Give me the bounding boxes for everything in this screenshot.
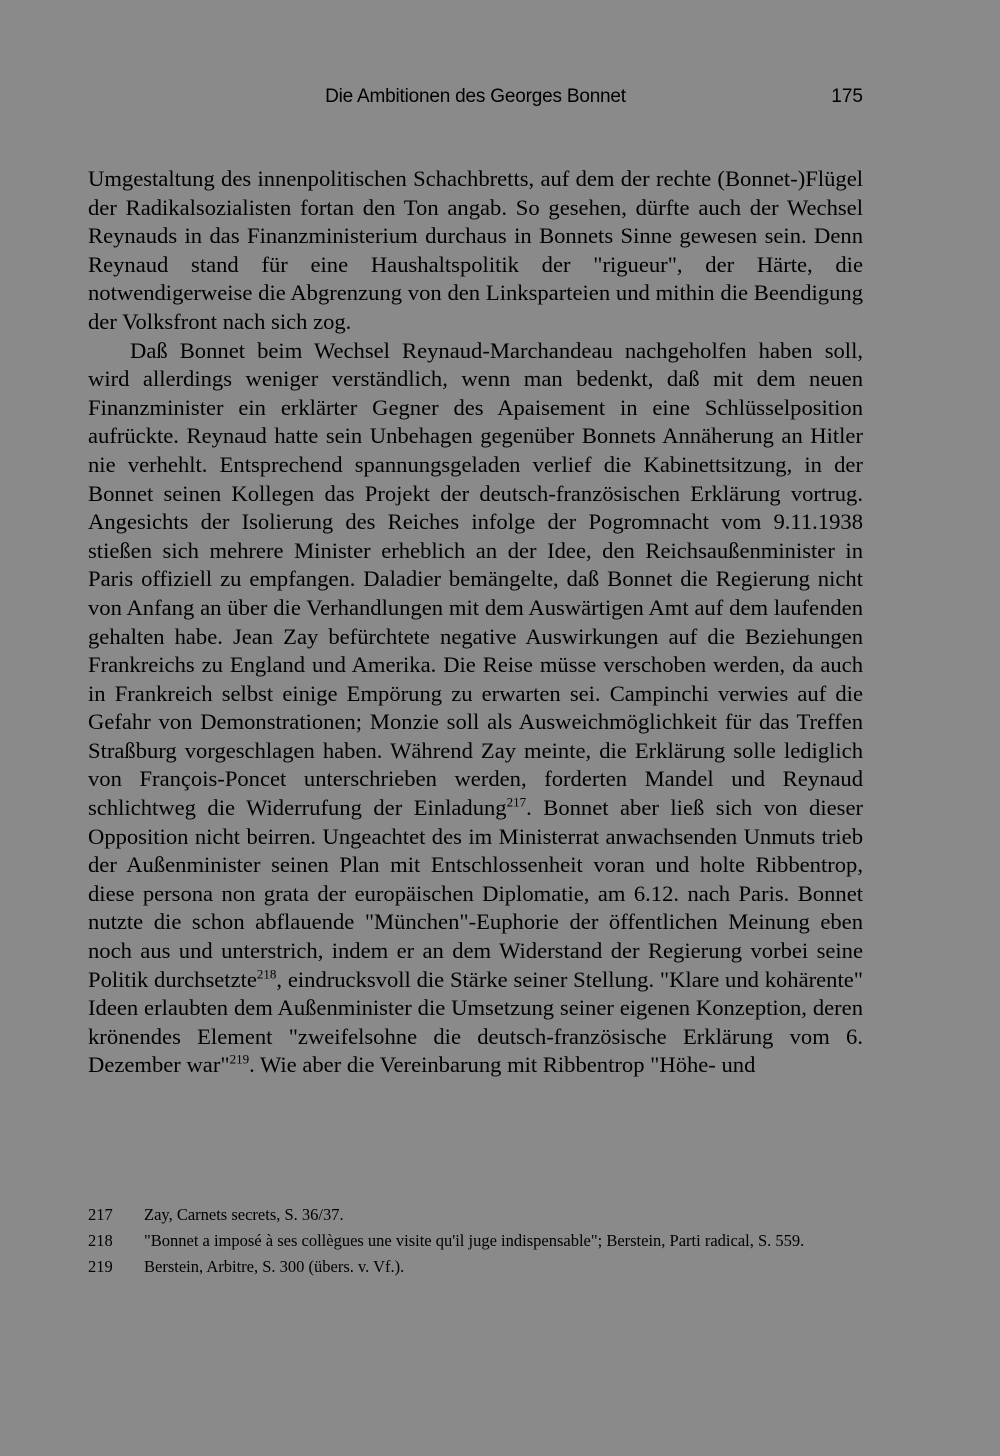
paragraph-2 <box>88 337 863 1080</box>
paragraph-2-text-2: . Bonnet aber ließ sich von dieser Opposition nicht beirren. Ungeachtet des im Ministerrat anwachsenden Unmuts trieb der Außenminister seinen Plan mit Entschlossenheit voran und holte Ribbentrop, diese persona non grata der europäischen Diplomatie, am 6.12. nach Paris. Bonnet nutzte die schon abflauende "München"-Euphorie der öffentlichen Meinung eben noch aus und unterstrich, indem er an dem Widerstand der Regierung vorbei seine Politik durchsetzte <box>88 795 864 992</box>
footnote-number: 218 <box>88 1231 113 1250</box>
footnote <box>88 1202 863 1228</box>
paragraph-2-text-3: , eindrucksvoll die Stärke seiner Stellung. "Klare und kohärente" Ideen erlaubten dem Außenminister die Umsetzung seiner eigenen Konzeption, deren krönendes Element "zweifelsohne die deutsch-französische Erklärung vom 6. Dezember war" <box>88 966 864 1078</box>
footnote <box>88 1228 863 1254</box>
footnote-ref-217[interactable]: 217 <box>506 794 527 810</box>
running-title: Die Ambitionen des Georges Bonnet <box>325 86 626 107</box>
footnote-number: 219 <box>88 1257 113 1276</box>
footnote <box>88 1254 863 1280</box>
running-head <box>88 86 863 116</box>
footnote-number: 217 <box>88 1205 113 1224</box>
footnote-text: Zay, Carnets secrets, S. 36/37. <box>144 1205 344 1224</box>
paragraph-2-text-4: . Wie aber die Vereinbarung mit Ribbentrop "Höhe- und <box>249 1052 756 1078</box>
page-number: 175 <box>831 86 863 107</box>
body-text <box>88 165 863 1080</box>
paragraph-2-text-1: Daß Bonnet beim Wechsel Reynaud-Marchandeau nachgeholfen haben soll, wird allerdings weniger verständlich, wenn man bedenkt, daß mit dem neuen Finanzminister ein erklärter Gegner des Apaisement in eine Schlüsselposition aufrückte. Reynaud hatte sein Unbehagen gegenüber Bonnets Annäherung an Hitler nie verhehlt. Entsprechend spannungsgeladen verlief die Kabinettsitzung, in der Bonnet seinen Kollegen das Projekt der deutsch-französischen Erklärung vortrug. Angesichts der Isolierung des Reiches infolge der Pogromnacht vom 9.11.1938 stießen sich mehrere Minister erheblich an der Idee, den Reichsaußenminister in Paris offiziell zu empfangen. Daladier bemängelte, daß Bonnet die Regierung nicht von Anfang an über die Verhandlungen mit dem Auswärtigen Amt auf dem laufenden gehalten habe. Jean Zay befürchtete negative Auswirkungen auf die Beziehungen Frankreichs zu England und Amerika. Die Reise müsse verschoben werden, da auch in Frankreich selbst einige Empörung zu erwarten sei. Campinchi verwies auf die Gefahr von Demonstrationen; Monzie soll als Ausweichmöglichkeit für das Treffen Straßburg vorgeschlagen haben. Während Zay meinte, die Erklärung solle lediglich von François-Poncet unterschrieben werden, forderten Mandel und Reynaud schlichtweg die Widerrufung der Einladung <box>88 337 863 821</box>
footnote-ref-219[interactable]: 219 <box>229 1051 250 1067</box>
footnote-text: "Bonnet a imposé à ses collègues une visite qu'il juge indispensable"; Berstein, Parti radical, S. 559. <box>144 1231 805 1250</box>
paragraph-1: Umgestaltung des innenpolitischen Schachbretts, auf dem der rechte (Bonnet-)Flügel der Radikalsozialisten fortan den Ton angab. So gesehen, dürfte auch der Wechsel Reynauds in das Finanzministerium durchaus in Bonnets Sinne gewesen sein. Denn Reynaud stand für eine Haushaltspolitik der "rigueur", der Härte, die notwendigerweise die Abgrenzung von den Linksparteien und mithin die Beendigung der Volksfront nach sich zog. <box>88 166 863 334</box>
footnote-ref-218[interactable]: 218 <box>256 966 277 982</box>
footnotes <box>88 1202 863 1280</box>
footnote-text: Berstein, Arbitre, S. 300 (übers. v. Vf.). <box>144 1257 405 1276</box>
